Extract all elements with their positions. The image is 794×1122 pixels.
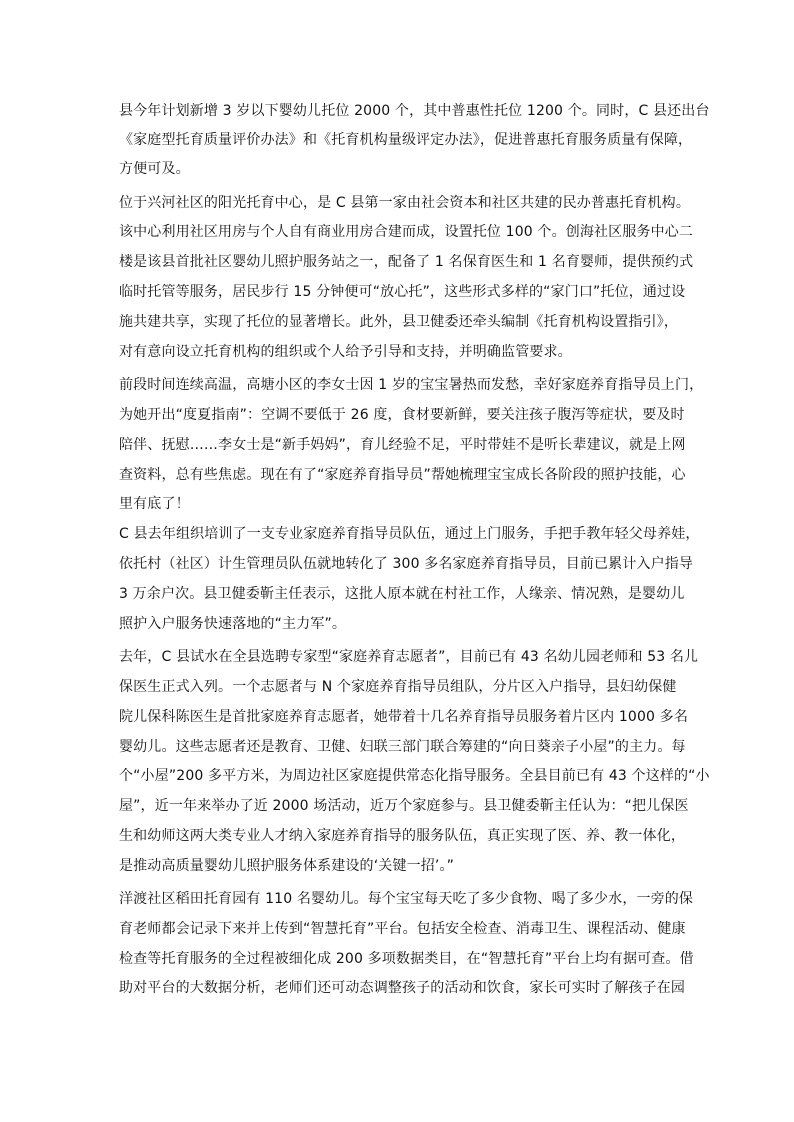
text-line: 育老师都会记录下来并上传到“智慧托育”平台。包括安全检查、消毒卫生、课程活动、健康 xyxy=(119,921,686,937)
text-line: 是推动高质量婴幼儿照护服务体系建设的‘关键一招’。” xyxy=(119,858,455,874)
text-line: 查资料，总有些焦虑。现在有了“家庭养育指导员”帮她梳理宝宝成长各阶段的照护技能，心 xyxy=(119,467,686,483)
text-line: 方便可及。 xyxy=(119,161,190,177)
text-line: C 县去年组织培训了一支专业家庭养育指导员队伍，通过上门服务，手把手教年轻父母养娃， xyxy=(119,526,700,542)
text-line: 照护入户服务快速落地的“主力军”。 xyxy=(119,616,347,632)
text-line: 对有意向设立托育机构的组织或个人给予引导和支持，并明确监管要求。 xyxy=(119,344,572,360)
text-line: 屋”，近一年来举办了近 2000 场活动，近万个家庭参与。县卫健委靳主任认为：“把儿保医 xyxy=(119,798,689,814)
text-line: 依托村（社区）计生管理员队伍就地转化了 300 多名家庭养育指导员，目前已累计入户指导 xyxy=(119,556,694,572)
text-line: 楼是该县首批社区婴幼儿照护服务站之一，配备了 1 名保育医生和 1 名育婴师，提供预约式 xyxy=(119,254,694,270)
text-line: 该中心利用社区用房与个人自有商业用房合建而成，设置托位 100 个。创海社区服务中心二 xyxy=(119,224,694,240)
text-line: 里有底了！ xyxy=(119,496,190,512)
text-line: 检查等托育服务的全过程被细化成 200 多项数据类目，在“智慧托育”平台上均有据可查。借 xyxy=(119,951,694,967)
text-line: 助对平台的大数据分析，老师们还可动态调整孩子的活动和饮食，家长可实时了解孩子在园 xyxy=(119,980,685,996)
text-line: 生和幼师这两大类专业人才纳入家庭养育指导的服务队伍，真正实现了医、养、教一体化， xyxy=(119,828,685,844)
text-line: 3 万余户次。县卫健委靳主任表示，这批人原本就在村社工作，人缘亲、情况熟，是婴幼儿 xyxy=(119,586,685,602)
text-line: 为她开出“度夏指南”：空调不要低于 26 度，食材要新鲜，要关注孩子腹泻等症状，要及时 xyxy=(119,407,685,423)
text-line: 陪伴、抚慰……李女士是“新手妈妈”，育儿经验不足，平时带娃不是听长辈建议，就是上网 xyxy=(119,437,686,453)
text-line: 保医生正式入列。一个志愿者与 N 个家庭养育指导员组队，分片区入户指导，县妇幼保健 xyxy=(119,679,677,695)
text-line: 位于兴河社区的阳光托育中心，是 C 县第一家由社会资本和社区共建的民办普惠托育机构。 xyxy=(119,195,690,211)
text-line: 施共建共享，实现了托位的显著增长。此外，县卫健委还牵头编制《托育机构设置指引》， xyxy=(119,314,678,330)
text-line: 个“小屋”200 多平方米，为周边社区家庭提供常态化指导服务。全县目前已有 43 个这样的“小 xyxy=(119,768,710,784)
text-line: 临时托管等服务，居民步行 15 分钟便可“放心托”，这些形式多样的“家门口”托位，通过设 xyxy=(119,284,686,300)
text-line: 县今年计划新增 3 岁以下婴幼儿托位 2000 个，其中普惠性托位 1200 个。同时，C 县还出台 xyxy=(119,103,710,119)
text-line: 婴幼儿。这些志愿者还是教育、卫健、妇联三部门联合筹建的“向日葵亲子小屋”的主力。每 xyxy=(119,739,686,755)
text-line: 《家庭型托育质量评价办法》和《托育机构量级评定办法》，促进普惠托育服务质量有保障， xyxy=(119,132,693,148)
text-line: 院儿保科陈医生是首批家庭养育志愿者，她带着十几名养育指导员服务着片区内 1000 多名 xyxy=(119,709,688,725)
text-line: 去年，C 县试水在全县选聘专家型“家庭养育志愿者”，目前已有 43 名幼儿园老师和 53 名儿 xyxy=(119,649,699,665)
text-line: 前段时间连续高温，高塘小区的李女士因 1 岁的宝宝暑热而发愁，幸好家庭养育指导员上门， xyxy=(119,377,704,393)
text-line: 洋渡社区稻田托育园有 110 名婴幼儿。每个宝宝每天吃了多少食物、喝了多少水，一旁的保 xyxy=(119,891,694,907)
